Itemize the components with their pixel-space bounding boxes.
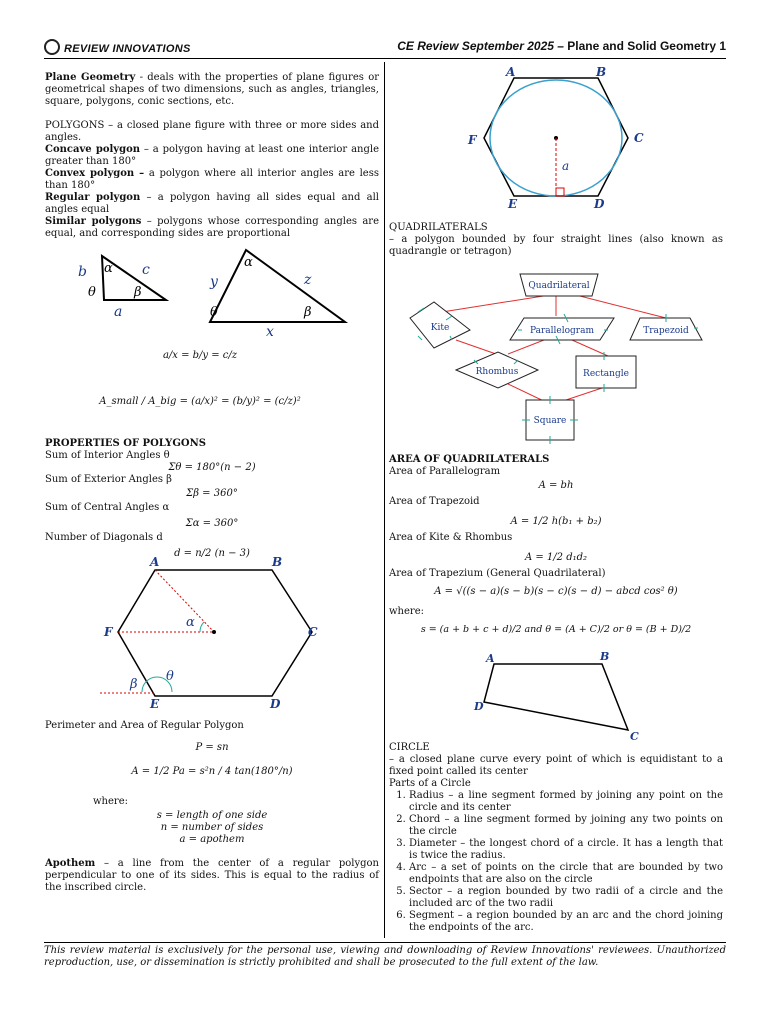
hex2-D: D (594, 197, 605, 211)
quadrilaterals-section (389, 222, 723, 258)
interior-label: Sum of Interior Angles θ (45, 450, 170, 461)
label-y: y (210, 274, 218, 290)
logo-icon (44, 39, 60, 55)
central-label: Sum of Central Angles α (45, 502, 170, 513)
small-beta: β (134, 285, 142, 300)
label-square: Square (533, 416, 567, 426)
course-title (397, 39, 726, 53)
quad-D: D (474, 700, 484, 713)
quad-C: C (630, 730, 639, 740)
def-a: a = apothem (179, 834, 245, 845)
label-z: z (304, 272, 312, 288)
kite-label: Area of Kite & Rhombus (389, 532, 513, 543)
large-beta: β (304, 305, 312, 320)
list-item: 3. Diameter – the longest chord of a circle. It has a length that is twice the radius. (409, 838, 723, 862)
brand-logo (44, 39, 191, 55)
circle-heading: CIRCLE (389, 742, 430, 753)
vertex-C: C (308, 625, 318, 639)
diagonals-label: Number of Diagonals d (45, 532, 163, 543)
area-equation: A = 1/2 Pa = s²n / 4 tan(180°/n) (131, 766, 293, 777)
large-triangle (210, 250, 345, 322)
diagonals-equation: d = n/2 (n − 3) (174, 548, 250, 559)
perimeter-equation: P = sn (195, 742, 229, 753)
list-item: 6. Segment – a region bounded by an arc and the chord joining the endpoints of the arc. (409, 910, 723, 934)
vertex-A: A (150, 556, 160, 569)
hex2-apothem-a: a (562, 159, 570, 173)
quad-def: – a polygon bounded by four straight lines (also known as quadrangle or tetragon) (389, 234, 723, 257)
concave-term: Concave polygon (45, 144, 141, 155)
footer-disclaimer: This review material is exclusively for the personal use, viewing and downloading of Review Innovations' reviewees. Unauthorized reproduction, use, or dissemination is strictly prohibited and shall be prosecuted to the full extent of the law. (44, 942, 726, 969)
small-theta: θ (88, 285, 96, 300)
parts-heading: Parts of a Circle (389, 778, 471, 789)
quad-B: B (600, 650, 610, 663)
regular-polygon-section (45, 720, 379, 894)
trapezoid-label: Area of Trapezoid (389, 496, 480, 507)
vertex-F: F (104, 625, 113, 639)
parallelogram-equation: A = bh (538, 480, 574, 491)
alpha-arc (200, 622, 204, 632)
small-alpha: α (104, 261, 113, 276)
column-divider (384, 62, 385, 938)
interior-equation: Σθ = 180°(n − 2) (168, 462, 256, 473)
central-line-a (155, 570, 214, 632)
similar-term: Similar polygons (45, 216, 142, 227)
plane-geometry-def: - deals with the properties of plane figures or geometrical shapes of two dimensions, such as angles, triangles, square, polygons, conic sections, etc. (45, 72, 379, 107)
list-item: 4. Arc – a set of points on the circle that are bounded by two endpoints that are also on the circle (409, 862, 723, 886)
hex2-A: A (506, 66, 516, 79)
circle-parts-list (389, 790, 723, 934)
regular-term: Regular polygon (45, 192, 141, 203)
hex2-B: B (596, 66, 607, 79)
label-parallelogram: Parallelogram (529, 326, 595, 336)
course-title-sub: Plane and Solid Geometry 1 (567, 39, 726, 53)
label-b: b (78, 264, 87, 280)
circle-section (389, 742, 723, 934)
area-ratio-equation: A_small / A_big = (a/x)² = (b/y)² = (c/z)² (99, 396, 301, 407)
list-item: 2. Chord – a line segment formed by joining any two points on the circle (409, 814, 723, 838)
quad-A: A (486, 652, 495, 665)
semiperimeter-equation: s = (a + b + c + d)/2 and θ = (A + C)/2 or θ = (B + D)/2 (420, 624, 692, 635)
similar-triangles-figure (70, 246, 360, 338)
regular-para (45, 192, 379, 216)
logo-text: REVIEW INNOVATIONS (64, 43, 191, 55)
label-kite: Kite (430, 323, 450, 333)
apothem-term: Apothem (45, 858, 96, 869)
hexagon-inscribed-circle-figure (458, 66, 658, 212)
hex2-C: C (634, 131, 644, 145)
convex-def: a polygon where all interior angles are less than 180° (45, 168, 379, 191)
exterior-equation: Σβ = 360° (186, 488, 238, 499)
vertex-E: E (150, 697, 160, 711)
convex-term: Convex polygon – (45, 168, 145, 179)
ratio-equation: a/x = b/y = c/z (162, 350, 238, 361)
hexagon-angles-figure (100, 556, 330, 716)
page-header (44, 36, 726, 59)
trapezium-equation: A = √((s − a)(s − b)(s − c)(s − d) − abcd cos² θ) (434, 586, 678, 597)
similar-para (45, 216, 379, 240)
concave-para (45, 144, 379, 168)
beta-label: β (130, 677, 138, 692)
def-n: n = number of sides (160, 822, 264, 833)
vertex-D: D (270, 697, 281, 711)
concave-def: – a polygon having at least one interior angle greater than 180° (45, 144, 380, 167)
quadrilateral-shape (484, 664, 628, 730)
plane-geometry-term: Plane Geometry (45, 72, 136, 83)
theta-label: θ (166, 669, 174, 684)
exterior-label: Sum of Exterior Angles β (45, 474, 172, 485)
label-x: x (266, 324, 274, 338)
label-c: c (142, 262, 150, 278)
general-quadrilateral-figure (470, 648, 650, 740)
where-label: where: (93, 796, 128, 807)
def-s: s = length of one side (156, 810, 268, 821)
right-angle-mark (556, 188, 564, 196)
convex-para (45, 168, 379, 192)
quad-heading: QUADRILATERALS (389, 222, 488, 233)
apothem-def: – a line from the center of a regular polygon perpendicular to one of its sides. This is equal to the radius of the inscribed circle. (45, 858, 379, 893)
area-heading: AREA OF QUADRILATERALS (389, 454, 550, 465)
label-quadrilateral: Quadrilateral (528, 281, 590, 291)
list-item: 5. Sector – a region bounded by two radii of a circle and the included arc of the two radii (409, 886, 723, 910)
where-label-right: where: (389, 606, 424, 617)
similar-def: – polygons whose corresponding angles are equal, and corresponding sides are proportional (45, 216, 379, 239)
perimeter-label: Perimeter and Area of Regular Polygon (45, 720, 244, 731)
course-title-main: CE Review September 2025 – (397, 39, 568, 53)
regular-def: – a polygon having all sides equal and all angles equal (45, 192, 379, 215)
left-definitions (45, 72, 379, 240)
label-rectangle: Rectangle (583, 369, 629, 379)
alpha-label: α (186, 615, 195, 630)
central-equation: Σα = 360° (185, 518, 239, 529)
quadrilateral-hierarchy-diagram (404, 268, 724, 446)
list-item: 1. Radius – a line segment formed by joining any point on the circle and its center (409, 790, 723, 814)
area-quadrilaterals-section (389, 454, 723, 636)
parallelogram-label: Area of Parallelogram (389, 466, 501, 477)
label-trapezoid: Trapezoid (643, 326, 689, 336)
trapezium-label: Area of Trapezium (General Quadrilateral) (389, 568, 606, 579)
apothem-para (45, 858, 379, 894)
circle-def: – a closed plane curve every point of which is equidistant to a fixed point called its center (389, 754, 723, 777)
properties-heading: PROPERTIES OF POLYGONS (45, 438, 206, 449)
hex2-E: E (508, 197, 518, 211)
kite-equation: A = 1/2 d₁d₂ (524, 552, 588, 563)
properties-section (45, 438, 379, 560)
vertex-B: B (272, 556, 283, 569)
hex2-F: F (468, 133, 477, 147)
polygons-para: POLYGONS – a closed plane figure with three or more sides and angles. (45, 120, 379, 143)
label-rhombus: Rhombus (475, 367, 519, 377)
large-alpha: α (244, 255, 253, 270)
label-a: a (114, 304, 123, 320)
plane-geometry-para (45, 72, 379, 108)
center-point (212, 630, 216, 634)
large-theta: θ (210, 305, 218, 320)
trapezoid-equation: A = 1/2 h(b₁ + b₂) (510, 516, 602, 527)
